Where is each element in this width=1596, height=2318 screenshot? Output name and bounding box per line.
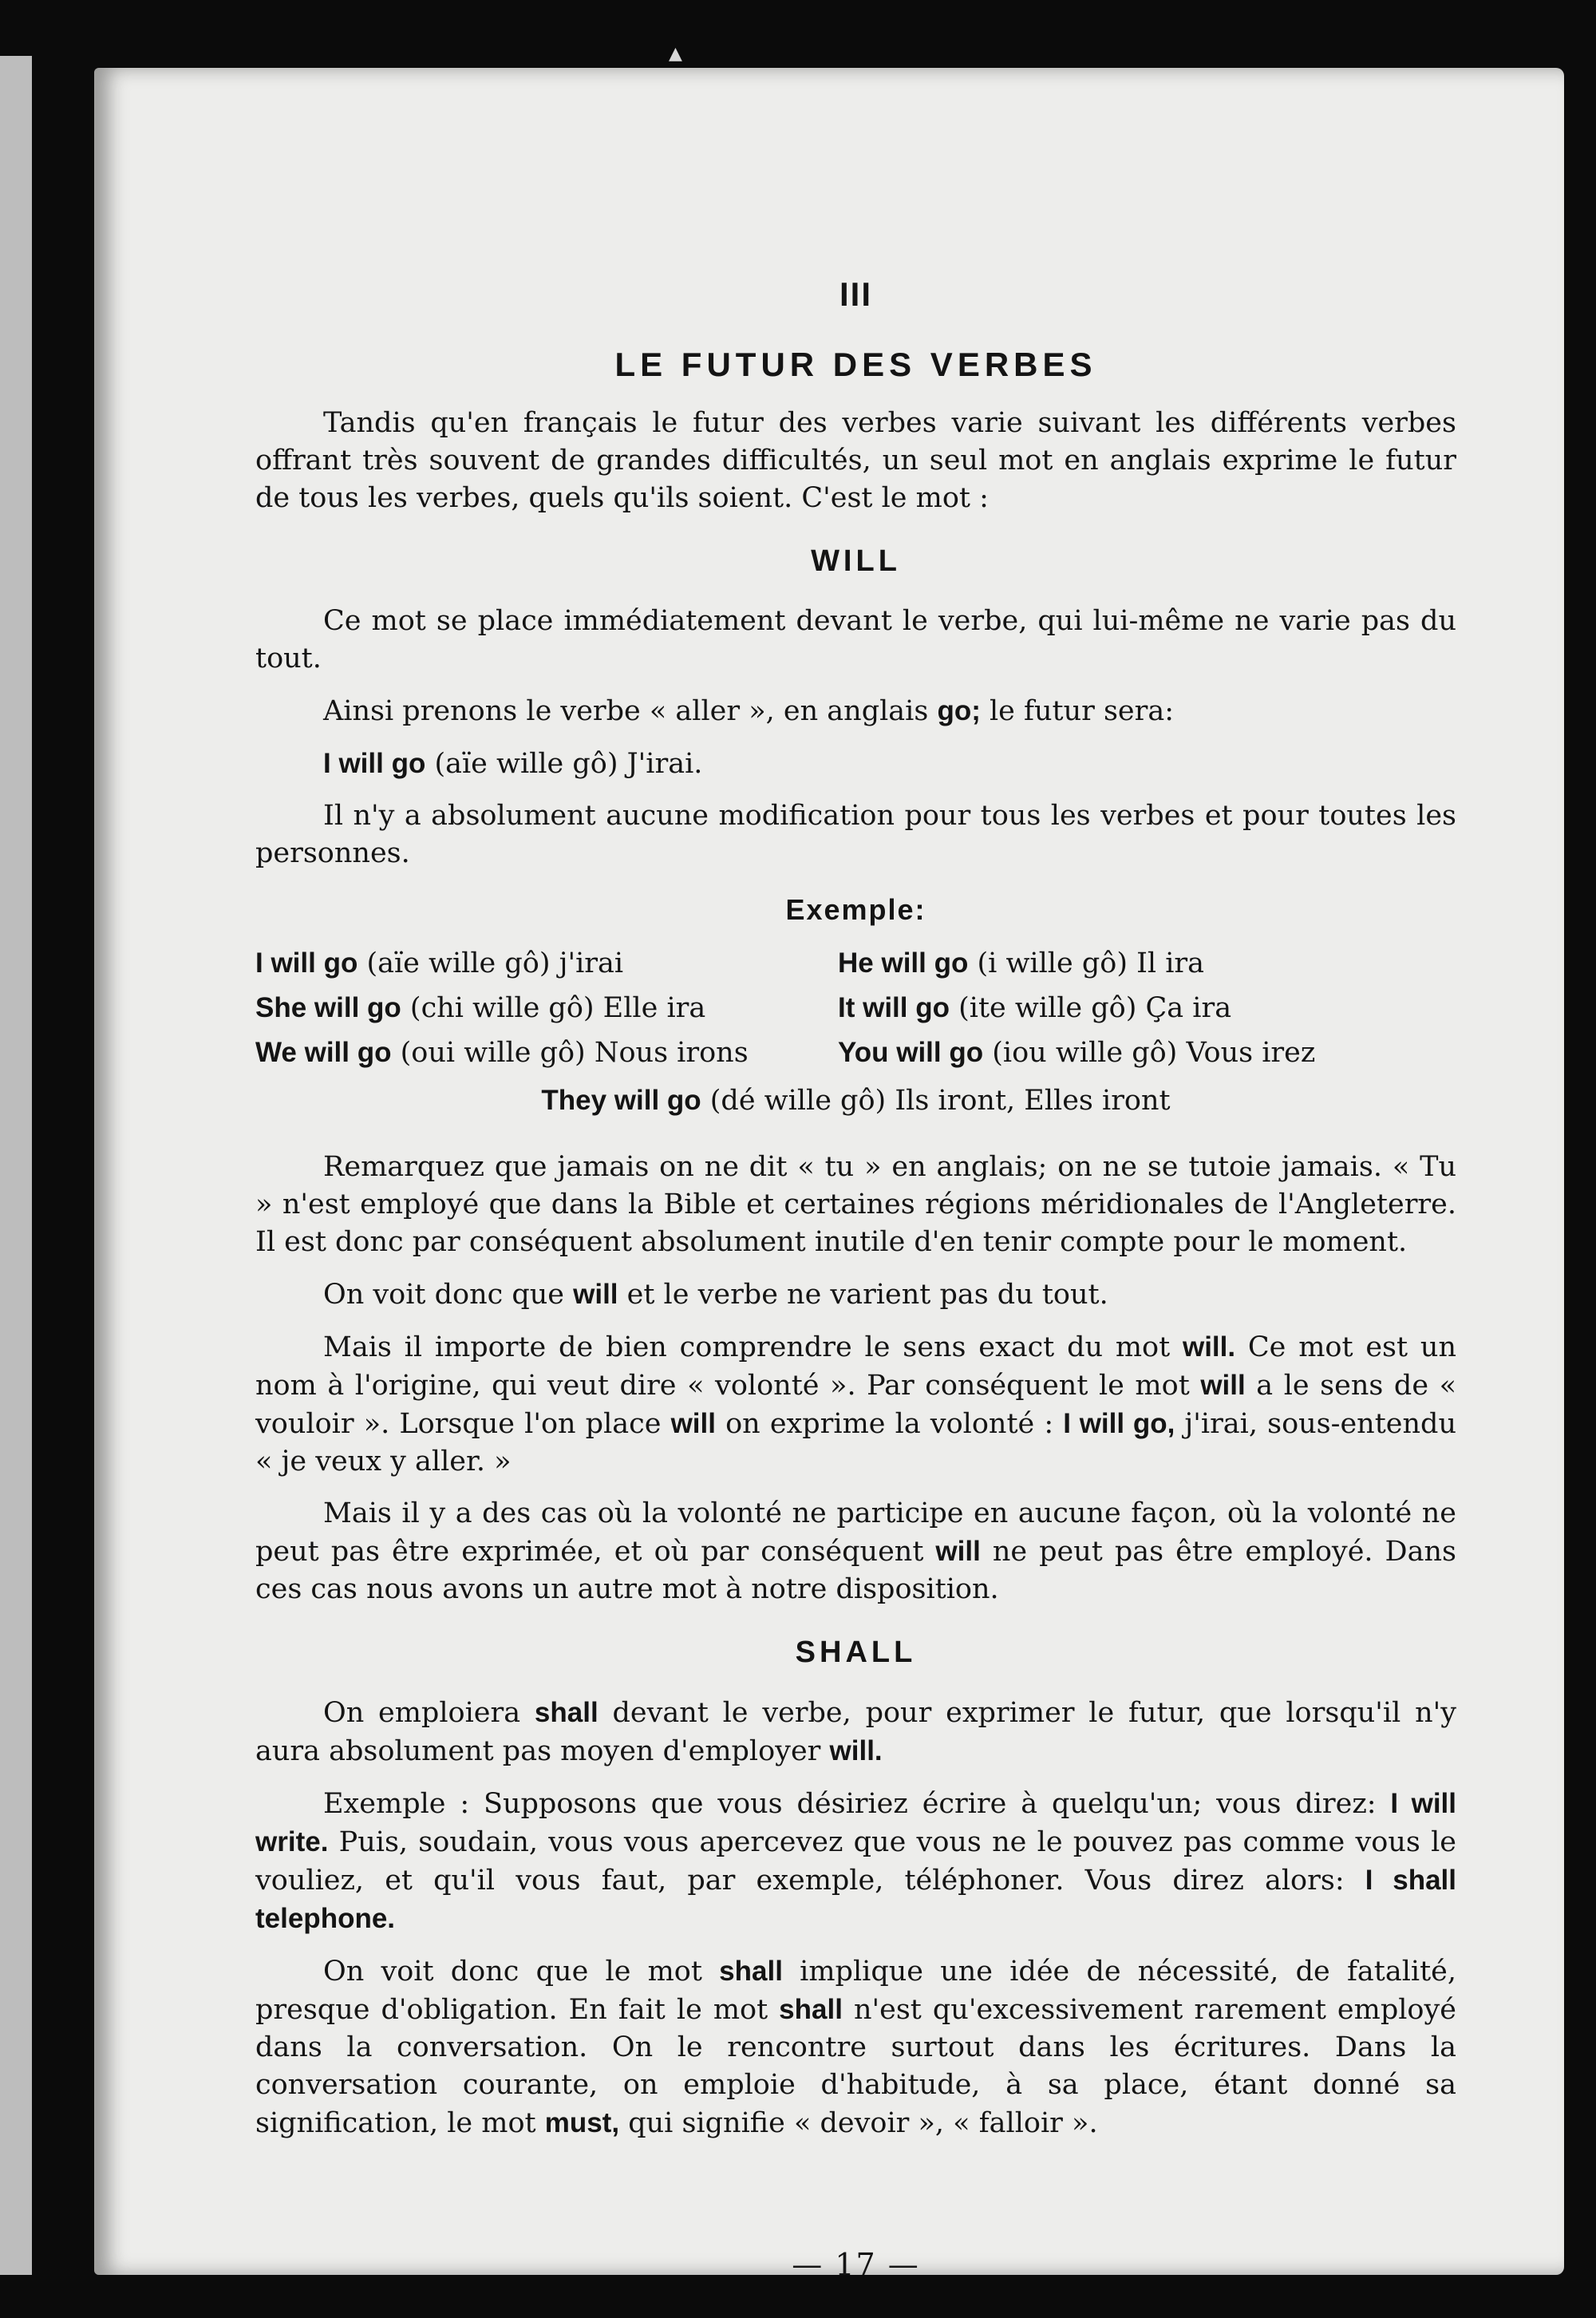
example-item — [255, 1032, 838, 1074]
bold-term: You will go — [838, 1037, 984, 1068]
text-run: Mais il importe de bien comprendre le sens exact du mot — [323, 1331, 1183, 1363]
text-run: a le sens de « vouloir ». Lorsque l'on place — [255, 1370, 1457, 1440]
book-page — [94, 44, 1564, 2282]
bold-term: will — [670, 1408, 716, 1439]
example-item — [838, 1032, 1456, 1074]
text-run: devant le verbe, pour exprimer le futur, que lorsqu'il n'y aura absolument pas moyen d'employer — [255, 1697, 1457, 1767]
text-run: implique une idée de nécessité, de fatalité, presque d'obligation. En fait le mot — [255, 1956, 1456, 2026]
text-run: Puis, soudain, vous vous apercevez que vous ne le pouvez pas comme vous le vouliez, et qu'il vous faut, par exemple, téléphoner. Vous direz alors: — [255, 1826, 1456, 1897]
text-run: Ce mot est un nom à l'origine, qui veut dire « volonté ». Par conséquent le mot — [255, 1331, 1456, 1402]
bold-term: must, — [544, 2107, 620, 2138]
bold-term: She will go — [255, 992, 401, 1023]
text-run: Mais il y a des cas où la volonté ne participe en aucune façon, où la volonté ne peut pas être exprimée, et où par conséquent — [255, 1497, 1456, 1568]
text-run: On voit donc que — [323, 1279, 574, 1311]
aller-paragraph — [255, 692, 1456, 730]
intro-paragraph: Tandis qu'en français le futur des verbes varie suivant les différents verbes offrant très souvent de grandes difficultés, un seul mot en anglais exprime le futur de tous les verbes, quels qu'ils soient. C'est le mot : — [255, 407, 1456, 514]
bold-term: It will go — [838, 992, 950, 1023]
example-item — [255, 943, 838, 984]
section-heading-shall: SHALL — [795, 1636, 917, 1669]
bold-term: I will go — [255, 947, 358, 979]
section-heading-will: WILL — [811, 544, 901, 578]
bold-term: will — [935, 1536, 981, 1567]
binding-gutter — [32, 56, 94, 2275]
bold-term: go; — [937, 695, 981, 726]
text-run: Exemple : Supposons que vous désiriez écrire à quelqu'un; vous direz: — [323, 1788, 1391, 1820]
page-content — [255, 188, 1457, 2282]
text-run: Ainsi prenons le verbe « aller », en anglais — [323, 695, 938, 727]
text-run: n'est qu'excessivement rarement employé dans la conversation. On le rencontre surtout dans les écritures. Dans la conversation courante, on emploie d'habitude, à sa place, étant donné sa signification, le mot — [255, 1994, 1456, 2139]
bold-term: I will go, — [1063, 1408, 1175, 1439]
text-run: (iou wille gô) Vous irez — [983, 1037, 1316, 1069]
bold-term: will. — [829, 1735, 883, 1766]
bold-term: will — [573, 1279, 618, 1310]
text-run: (dé wille gô) Ils iront, Elles iront — [701, 1085, 1171, 1117]
chapter-number: III — [839, 275, 872, 313]
final-paragraph — [255, 1952, 1456, 2142]
text-run: (oui wille gô) Nous irons — [391, 1037, 749, 1069]
text-run: (chi wille gô) Elle ira — [401, 992, 706, 1024]
bold-term: We will go — [255, 1037, 392, 1068]
no-change-paragraph: Il n'y a absolument aucune modification pour tous les verbes et pour toutes les personnes. — [255, 800, 1456, 869]
will-paragraph: Ce mot se place immédiatement devant le verbe, qui lui-même ne varie pas du tout. — [255, 605, 1456, 674]
text-run: On emploiera — [323, 1697, 535, 1729]
sens-paragraph — [255, 1328, 1456, 1481]
text-run: j'irai, sous-entendu « je veux y aller. » — [255, 1408, 1456, 1477]
example-item — [838, 987, 1456, 1029]
text-run: (aïe wille gô) J'irai. — [425, 748, 703, 780]
exemple-paragraph — [255, 1785, 1456, 1938]
bold-term: will. — [1182, 1331, 1236, 1363]
cas-paragraph — [255, 1495, 1456, 1608]
text-run: On voit donc que le mot — [323, 1956, 720, 1988]
scan-speck: ▲ — [669, 44, 682, 64]
bold-term: I will write. — [255, 1788, 1456, 1857]
bold-term: will — [1200, 1370, 1246, 1401]
text-run: on exprime la volonté : — [715, 1408, 1064, 1440]
example-item — [838, 943, 1456, 984]
bold-term: shall — [719, 1956, 783, 1987]
varient-paragraph — [255, 1276, 1456, 1314]
example-item-they — [255, 1080, 1456, 1121]
example-conjugation-grid — [255, 943, 1456, 1074]
text-run: et le verbe ne varient pas du tout. — [618, 1279, 1108, 1311]
text-run: qui signifie « devoir », « falloir ». — [619, 2107, 1098, 2139]
i-will-go-line — [255, 745, 1456, 783]
adjacent-page-edge — [0, 56, 32, 2275]
chapter-title: LE FUTUR DES VERBES — [614, 346, 1097, 383]
bold-term: shall — [534, 1697, 598, 1728]
text-run: (ite wille gô) Ça ira — [949, 992, 1232, 1024]
bold-term: shall — [779, 1994, 843, 2025]
example-heading: Exemple: — [785, 893, 926, 926]
bold-term: He will go — [838, 947, 969, 979]
text-run: (i wille gô) Il ira — [968, 947, 1205, 979]
bold-term: They will go — [541, 1085, 701, 1116]
tutoie-paragraph: Remarquez que jamais on ne dit « tu » en anglais; on ne se tutoie jamais. « Tu » n'est employé que dans la Bible et certaines régions méridionales de l'Angleterre. Il est donc par conséquent absolument inutile d'en tenir compte pour le moment. — [255, 1151, 1456, 1258]
page-number: — 17 — — [792, 2247, 920, 2282]
shall-paragraph — [255, 1694, 1456, 1770]
bold-term: I shall telephone. — [255, 1865, 1456, 1934]
text-run: (aïe wille gô) j'irai — [358, 947, 624, 979]
text-run: ne peut pas être employé. Dans ces cas nous avons un autre mot à notre disposition. — [255, 1536, 1456, 1605]
example-item — [255, 987, 838, 1029]
text-run: le futur sera: — [980, 695, 1175, 727]
bold-term: I will go — [323, 748, 426, 779]
